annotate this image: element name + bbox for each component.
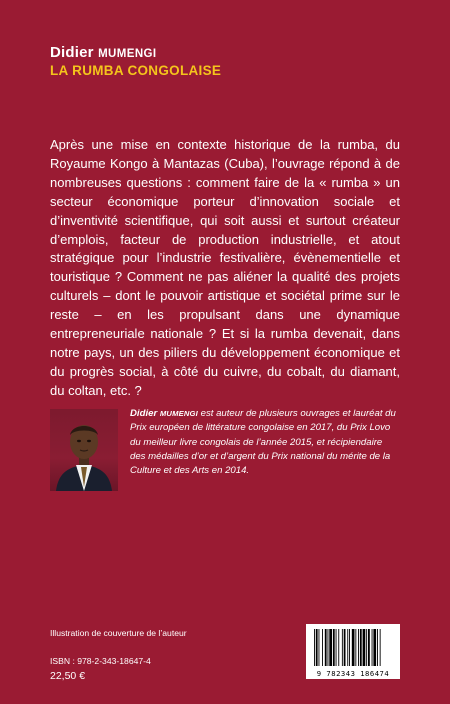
bio-author-name: [130, 408, 198, 419]
summary-paragraph: Après une mise en contexte historique de la rumba, du Royaume Kongo à Mantazas (Cuba), l’ouvrage répond à de nombreuses questions : comment faire de la « rumba » un secteur économique porteur d’innovation sociale et d’inventivité scientifique, qui soit aussi et surtout créateur d’emplois, facteur de production industrielle, et atout stratégique pour l’industrie festivalière, évènementielle et touristique ? Comment ne pas aliéner la qualité des projets culturels – dont le pouvoir artistique et sociétal prime sur le reste – en les propulsant dans une dynamique entrepreneuriale nationale ? Et si la rumba devenait, dans notre pays, un des piliers du développement économique et du progrès social, à côté du cuivre, du cobalt, du diamant, du coltan, etc. ?: [50, 137, 400, 398]
barcode-bar: [344, 629, 346, 666]
author-portrait-image: [50, 409, 118, 491]
barcode-bar: [316, 629, 318, 666]
author-bio: [130, 407, 400, 478]
bio-text: est auteur de plusieurs ouvrages et lauréat du Prix européen de littérature congolaise en 2017, du Prix Lovo du meilleur livre congolais de l’année 2015, et récipiendaire des médailles d’or et d’argent du Prix national du mérite de la Culture et des Arts en 2014.: [130, 408, 396, 477]
barcode-bar: [336, 629, 337, 666]
barcode-bar: [377, 629, 378, 666]
barcode-bar: [372, 629, 373, 666]
barcode-bar: [352, 629, 355, 666]
barcode-bar: [368, 629, 370, 666]
barcode: [306, 624, 400, 679]
barcode-bar: [322, 629, 323, 666]
author-last-name-smallcaps: MUMENGI: [98, 48, 157, 60]
isbn: ISBN : 978-2-343-18647-4: [50, 656, 151, 666]
author-name: [50, 44, 221, 63]
barcode-bars: [306, 624, 400, 668]
barcode-bar: [328, 629, 329, 666]
author-photo: [50, 409, 118, 491]
barcode-bar: [338, 629, 339, 666]
barcode-bar: [347, 629, 348, 666]
barcode-bar: [349, 629, 350, 666]
barcode-bar: [363, 629, 366, 666]
barcode-bar: [358, 629, 359, 666]
barcode-bar: [366, 629, 367, 666]
bio-paragraph: [130, 407, 400, 478]
barcode-bar: [342, 629, 343, 666]
barcode-bar: [319, 629, 320, 666]
barcode-bar: [380, 629, 381, 666]
barcode-bar: [333, 629, 335, 666]
header: [50, 44, 221, 79]
cover-illustration-credit: Illustration de couverture de l’auteur: [50, 628, 187, 638]
barcode-bar: [373, 629, 376, 666]
barcode-number: 9 782343 186474: [316, 669, 390, 678]
barcode-bar: [360, 629, 362, 666]
barcode-bar: [314, 629, 315, 666]
barcode-bar: [329, 629, 332, 666]
bio-author-last-smallcaps: MUMENGI: [159, 409, 198, 418]
barcode-bar: [355, 629, 356, 666]
back-cover-summary: [50, 136, 400, 401]
author-first-name: Didier: [50, 44, 99, 61]
bio-author-first: Didier: [130, 408, 160, 419]
price: 22,50 €: [50, 670, 86, 682]
barcode-bar: [325, 629, 327, 666]
book-title: LA RUMBA CONGOLAISE: [50, 63, 222, 78]
